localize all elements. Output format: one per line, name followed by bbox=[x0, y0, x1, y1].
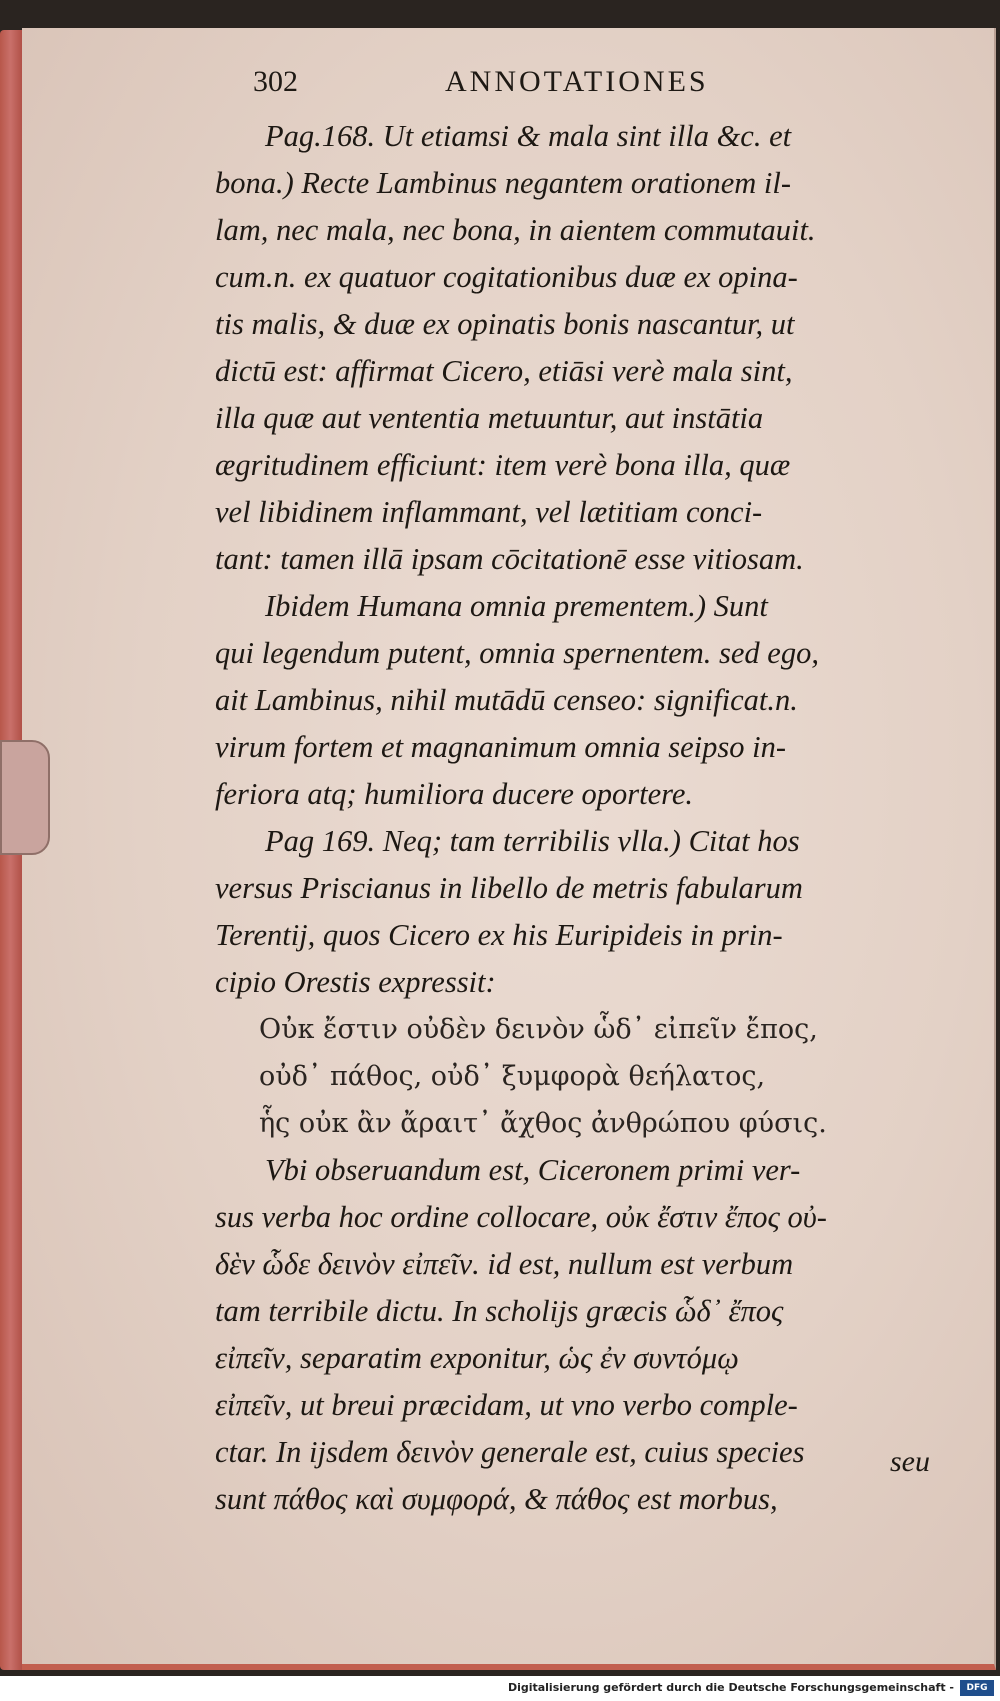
digitization-credit: Digitalisierung gefördert durch die Deutsche Forschungsgemeinschaft - bbox=[507, 1681, 954, 1694]
page-number: 302 bbox=[253, 65, 298, 98]
page-clip bbox=[0, 740, 50, 855]
text-line: cipio Orestis expressit: bbox=[215, 965, 496, 999]
text-line: tam terribile dictu. In scholijs græcis ὧδ᾽ ἔπος bbox=[215, 1294, 784, 1328]
text-line: lam, nec mala, nec bona, in aientem commutauit. bbox=[215, 213, 816, 247]
text-line: ctar. In ijsdem δεινὸν generale est, cuius species bbox=[215, 1435, 805, 1469]
text-line: sus verba hoc ordine collocare, οὐκ ἔστιν ἔπος οὐ- bbox=[215, 1200, 827, 1234]
text-line: versus Priscianus in libello de metris fabularum bbox=[215, 871, 803, 905]
text-line: Pag.168. Ut etiamsi & mala sint illa &c. et bbox=[265, 119, 792, 153]
running-head: ANNOTATIONES bbox=[445, 65, 709, 98]
text-line: qui legendum putent, omnia spernentem. sed ego, bbox=[215, 636, 819, 670]
text-block bbox=[215, 113, 955, 1523]
text-line: feriora atq; humiliora ducere oportere. bbox=[215, 777, 694, 811]
text-line: illa quæ aut vententia metuuntur, aut instātia bbox=[215, 401, 764, 435]
text-line: virum fortem et magnanimum omnia seipso in- bbox=[215, 730, 786, 764]
greek-verse-line: Οὐκ ἔστιν οὐδὲν δεινὸν ὧδ᾽ εἰπεῖν ἔπος, bbox=[259, 1014, 818, 1045]
text-line: tis malis, & duæ ex opinatis bonis nascantur, ut bbox=[215, 307, 795, 341]
text-line: bona.) Recte Lambinus negantem orationem il- bbox=[215, 166, 792, 200]
text-line: δὲν ὧδε δεινὸν εἰπεῖν. id est, nullum est verbum bbox=[215, 1247, 794, 1281]
text-line: tant: tamen illā ipsam cōcitationē esse vitiosam. bbox=[215, 542, 804, 576]
footer-band bbox=[0, 1676, 1000, 1701]
text-line: εἰπεῖν, ut breui præcidam, ut vno verbo comple- bbox=[215, 1388, 798, 1422]
text-line: sunt πάθος καὶ συμφορά, & πάθος est morbus, bbox=[215, 1482, 778, 1516]
dfg-logo: DFG bbox=[960, 1680, 994, 1696]
catchword: seu bbox=[890, 1445, 930, 1478]
text-line: Vbi obseruandum est, Ciceronem primi ver- bbox=[265, 1153, 801, 1187]
text-line: Terentij, quos Cicero ex his Euripideis in prin- bbox=[215, 918, 783, 952]
text-line: cum.n. ex quatuor cogitationibus duæ ex opina- bbox=[215, 260, 798, 294]
text-line: Ibidem Humana omnia prementem.) Sunt bbox=[265, 589, 768, 623]
text-line: dictū est: affirmat Cicero, etiāsi verè mala sint, bbox=[215, 354, 793, 388]
text-line: εἰπεῖν, separatim exponitur, ὡς ἐν συντόμῳ bbox=[215, 1341, 739, 1375]
text-line: ægritudinem efficiunt: item verè bona illa, quæ bbox=[215, 448, 791, 482]
text-line: Pag 169. Neq; tam terribilis vlla.) Citat hos bbox=[265, 824, 800, 858]
text-line: vel libidinem inflammant, vel lætitiam conci- bbox=[215, 495, 763, 529]
text-line: ait Lambinus, nihil mutādū censeo: significat.n. bbox=[215, 683, 798, 717]
greek-verse-line: οὐδ᾽ πάθος, οὐδ᾽ ξυμφορὰ θεήλατος, bbox=[259, 1061, 766, 1092]
greek-verse-line: ἧς οὐκ ἂν ἄραιτ᾽ ἄχθος ἀνθρώπου φύσις. bbox=[259, 1108, 827, 1139]
page-header bbox=[235, 65, 955, 115]
